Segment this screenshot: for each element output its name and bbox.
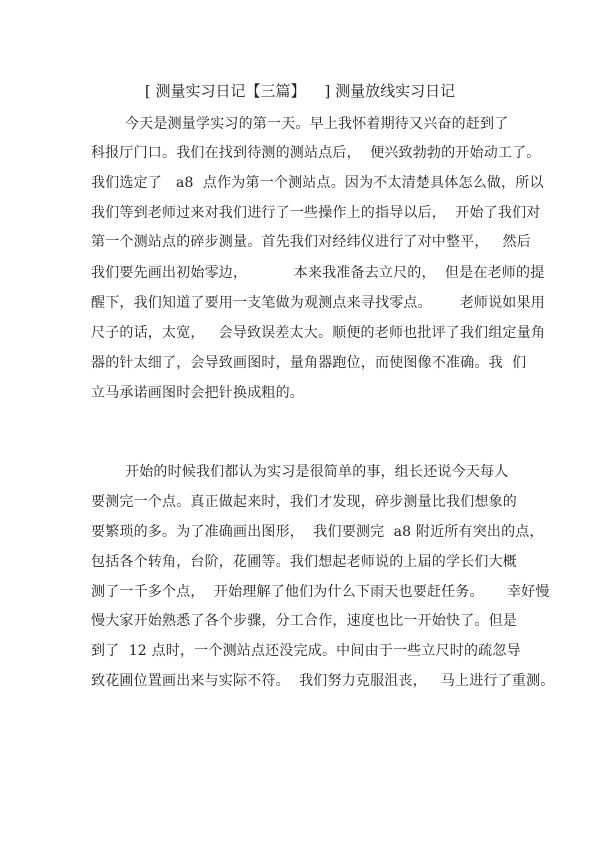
paragraph-1-line: 我们选定了 a8 点作为第一个测站点。因为不太清楚具体怎么做，所以 (91, 175, 544, 191)
paragraph-1-line: 器的针太细了，会导致画图时，量角器跑位，而使图像不准确。我 们 (91, 355, 527, 371)
paragraph-2-line: 测了一千多个点， 开始理解了他们为什么下雨天也要赶任务。 幸好慢 (91, 584, 550, 600)
paragraph-1-line: 科报厅门口。我们在找到待测的测站点后， 便兴致勃勃的开始动工了。 (91, 145, 541, 161)
paragraph-2-line: 要测完一个点。真正做起来时，我们才发现，碎步测量比我们想象的 (91, 494, 517, 510)
paragraph-1-line: 立马承诺画图时会把针换成粗的。 (91, 385, 304, 401)
paragraph-1-line: 今天是测量学实习的第一天。早上我怀着期待又兴奋的赶到了 (125, 116, 509, 132)
paragraph-1-line: 我们要先画出初始零边， 本来我准备去立尺的， 但是在老师的提 (91, 265, 545, 281)
paragraph-2-line: 要繁琐的多。为了准确画出图形， 我们要测完 a8 附近所有突出的点， (91, 524, 544, 540)
paragraph-2-line: 致花圃位置画出来与实际不符。 我们努力克服沮丧， 马上进行了重测。 (91, 673, 555, 689)
paragraph-2-line: 慢大家开始熟悉了各个步骤，分工合作，速度也比一开始快了。但是 (91, 613, 517, 629)
paragraph-2-line: 包括各个转角，台阶，花圃等。我们想起老师说的上届的学长们大概 (91, 554, 517, 570)
paragraph-2-line: 开始的时候我们都认为实习是很简单的事，组长还说今天每人 (125, 464, 509, 480)
paragraph-2-line: 到了 12 点时，一个测站点还没完成。中间由于一些立尺时的疏忽导 (91, 643, 521, 659)
paragraph-1-line: 我们等到老师过来对我们进行了一些操作上的指导以后， 开始了我们对 (91, 205, 541, 221)
paragraph-1-line: 醒下，我们知道了要用一支笔做为观测点来寻找零点。 老师说如果用 (91, 295, 545, 311)
paragraph-1-line: 尺子的话，太宽， 会导致误差太大。顺便的老师也批评了我们组定量角 (91, 325, 546, 341)
document-title: [ 测量实习日记【三篇】 ] 测量放线实习日记 (144, 82, 456, 100)
paragraph-1-line: 第一个测站点的碎步测量。首先我们对经纬仪进行了对中整平， 然后 (91, 234, 531, 250)
